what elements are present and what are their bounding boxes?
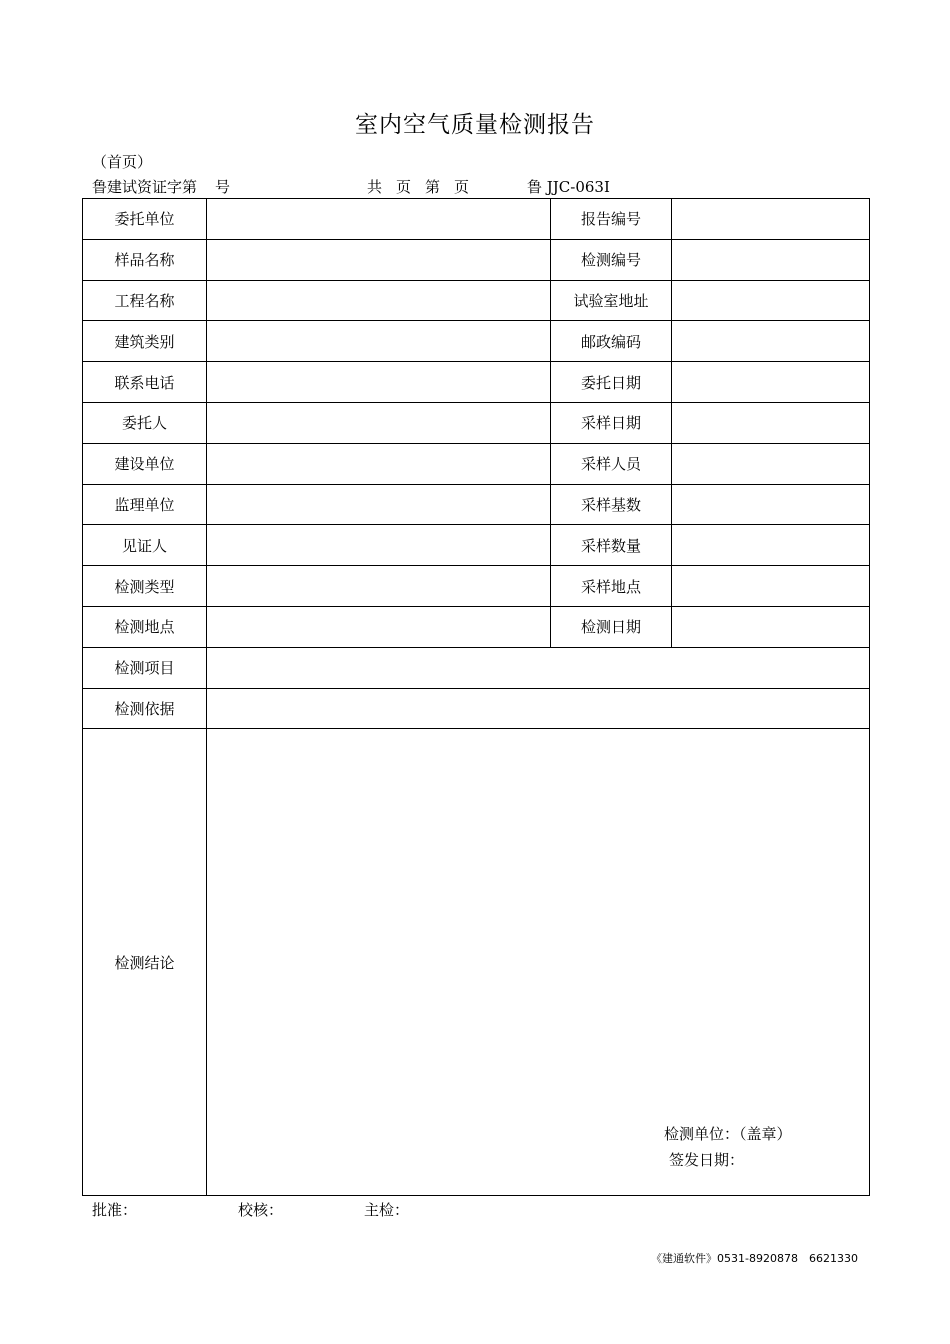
cert-prefix: 鲁建试资证字第 (92, 178, 198, 196)
field-label: 采样基数 (551, 484, 672, 525)
field-value[interactable] (207, 443, 551, 484)
field-value[interactable] (672, 239, 870, 280)
first-page-note: （首页） (92, 153, 153, 171)
field-label: 采样人员 (551, 443, 672, 484)
field-value[interactable] (672, 402, 870, 443)
field-label: 邮政编码 (551, 321, 672, 362)
table-row (83, 402, 870, 443)
field-label: 工程名称 (83, 280, 207, 321)
conclusion-label: 检测结论 (83, 729, 207, 1196)
field-value[interactable] (672, 199, 870, 240)
field-label: 报告编号 (551, 199, 672, 240)
field-value[interactable] (672, 484, 870, 525)
conclusion-cell[interactable] (207, 729, 870, 1196)
form-code: 鲁 JJC-063Ⅰ (527, 178, 610, 196)
table-row (83, 199, 870, 240)
field-label: 检测编号 (551, 239, 672, 280)
field-value[interactable] (207, 606, 551, 647)
cert-number-line (92, 176, 230, 197)
report-form-table (82, 198, 870, 1196)
field-label: 监理单位 (83, 484, 207, 525)
review-label: 校核： (238, 1201, 284, 1219)
report-title: 室内空气质量检测报告 (355, 112, 595, 138)
table-row (83, 566, 870, 607)
field-value[interactable] (672, 321, 870, 362)
field-label: 采样地点 (551, 566, 672, 607)
field-value[interactable] (672, 606, 870, 647)
table-row (83, 280, 870, 321)
field-value[interactable] (207, 566, 551, 607)
field-value[interactable] (207, 647, 870, 688)
field-label: 样品名称 (83, 239, 207, 280)
page-count-line (367, 176, 469, 197)
field-label: 委托单位 (83, 199, 207, 240)
table-row (83, 647, 870, 688)
conclusion-row (83, 729, 870, 1196)
field-label: 见证人 (83, 525, 207, 566)
table-row (83, 484, 870, 525)
field-value[interactable] (207, 484, 551, 525)
table-row (83, 443, 870, 484)
nth-label: 第 (425, 178, 441, 196)
field-value[interactable] (207, 402, 551, 443)
field-value[interactable] (207, 362, 551, 403)
table-row (83, 239, 870, 280)
field-value[interactable] (672, 443, 870, 484)
table-row (83, 321, 870, 362)
field-label: 检测类型 (83, 566, 207, 607)
software-footer: 《建通软件》0531-8920878 6621330 (651, 1252, 858, 1265)
field-label: 检测项目 (83, 647, 207, 688)
field-label: 检测依据 (83, 688, 207, 729)
field-value[interactable] (207, 280, 551, 321)
field-label: 试验室地址 (551, 280, 672, 321)
field-label: 建筑类别 (83, 321, 207, 362)
field-label: 建设单位 (83, 443, 207, 484)
field-value[interactable] (672, 280, 870, 321)
issue-date-label: 签发日期： (669, 1151, 745, 1170)
page-label: 页 (396, 178, 412, 196)
inspector-label: 主检： (364, 1201, 410, 1219)
table-row (83, 362, 870, 403)
test-unit-stamp-label: 检测单位：（盖章） (664, 1125, 792, 1144)
field-label: 委托日期 (551, 362, 672, 403)
field-value[interactable] (672, 566, 870, 607)
field-value[interactable] (672, 525, 870, 566)
table-row (83, 525, 870, 566)
field-value[interactable] (207, 688, 870, 729)
field-label: 采样数量 (551, 525, 672, 566)
table-row (83, 688, 870, 729)
field-label: 联系电话 (83, 362, 207, 403)
field-value[interactable] (207, 199, 551, 240)
field-value[interactable] (207, 239, 551, 280)
cert-suffix: 号 (215, 178, 231, 196)
field-label: 委托人 (83, 402, 207, 443)
approve-label: 批准： (92, 1201, 138, 1219)
field-value[interactable] (672, 362, 870, 403)
field-label: 采样日期 (551, 402, 672, 443)
field-value[interactable] (207, 321, 551, 362)
table-row (83, 606, 870, 647)
field-label: 检测日期 (551, 606, 672, 647)
field-value[interactable] (207, 525, 551, 566)
total-label: 共 (367, 178, 383, 196)
page-label-2: 页 (454, 178, 470, 196)
field-label: 检测地点 (83, 606, 207, 647)
